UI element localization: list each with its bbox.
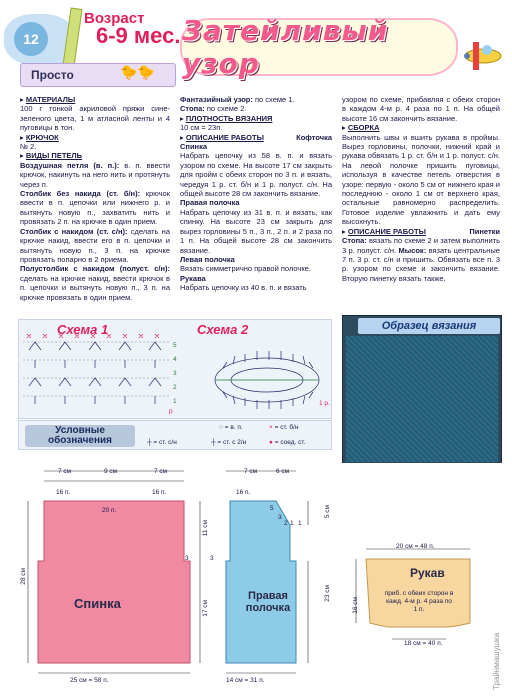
back-heading: Спинка xyxy=(180,142,208,152)
sleeve-label: Рукав xyxy=(410,566,445,580)
front-top-stitch: 16 п. xyxy=(236,489,251,496)
row-num-5: 5 xyxy=(173,342,177,349)
sleeve-note: приб. с обеих сторон в кажд. 4-м р. 4 раза по 1 п. xyxy=(384,590,454,613)
age-block xyxy=(84,10,181,48)
back-top-right: 7 см xyxy=(154,468,168,475)
airplane-icon xyxy=(458,30,508,74)
toe-term: Мысок: xyxy=(398,245,427,255)
age-value: 6-9 мес. xyxy=(96,23,181,48)
stopa-text: по схеме 2. xyxy=(206,104,247,114)
scheme2-row-label: 1 р. xyxy=(319,400,330,407)
toe-text: вязать центральные 7 п. 3 р. ст. с/н и пришить. Обвязать все п. 3 р. узором по схеме и закончить вязание. Вторую пинетку вязать также. xyxy=(342,245,500,283)
front-neck-2: 2 xyxy=(284,520,288,527)
assembly-text: Выполнить швы и вшить рукава в проймы. Вырез горловины, полочки, нижний край и рукава обвязать 1 р. ст. б/н и 1 р. полуст. с/н. На левой полочке пришить пуговицы, используя в качестве петель отверстия в узоре: первую - около 5 см от нижнего края и последнюю - около 1 см от верхнего края, остальные равномерно распределить. Готовое изделие увлажнить и дать ему высохнуть. xyxy=(342,132,500,227)
side-watermark: Трайнмашушка xyxy=(492,632,501,690)
sleeve-bottom: 18 см = 40 п. xyxy=(404,640,443,647)
chain-stitch-icon: ○ xyxy=(219,424,225,431)
back-body: 17 см xyxy=(202,600,209,617)
sleeves-text: Набрать цепочку из 40 в. п. и вязать xyxy=(180,283,307,293)
page-title: Затейливый узор xyxy=(182,14,389,80)
left-front-heading: Левая полочка xyxy=(180,254,235,264)
legend xyxy=(18,420,332,450)
column-assembly: узором по схеме, прибавляя с обеих сторон в каждом 4-м р. 4 раза по 1 п. На общей высоте 16 см закончить вязание. ▸ СБОРКА Выполнить швы и вшить рукава в проймы. Вырез горловины, полочки, нижний край и рукава обвязать 1 р. ст. б/н и 1 р. полуст. с/н. На левой полочке пришить пуговицы, используя в качестве петель отверстия в узоре: первую - около 5 см от нижнего края и последнюю - около 1 см от верхнего края, остальные равномерно распределить. Готовое изделие увлажнить и дать ему высохнуть. ▸ ОПИСАНИЕ РАБОТЫ Пинетки Стопа: вязать по схеме 2 и затем выполнить 3 р. полуст. с/н. Мысок: вязать центральные 7 п. 3 р. ст. с/н и пришить. Обвязать все п. 3 р. узором по схеме и закончить вязание. Вторую пинетку вязать также. xyxy=(342,95,501,283)
front-top-left: 7 см xyxy=(244,468,258,475)
sleeves-text-cont: узором по схеме, прибавляя с обеих сторон в каждом 4-м р. 4 раза по 1 п. На общей высоте 16 см закончить вязание. xyxy=(342,95,500,123)
ducks-icon: 🐤🐤 xyxy=(120,64,155,80)
row-num-2: 2 xyxy=(173,384,177,391)
crochet-schemes xyxy=(18,319,332,419)
back-top-left: 7 см xyxy=(58,468,72,475)
sn-text: сделать на крючке накид, ввести его в п. цепочки и вытянуть новую п., 3 п. на крючке провязать попарно в 2 приема. xyxy=(20,226,170,264)
back-bottom: 25 см = 58 п. xyxy=(70,677,109,684)
hook-text: № 2. xyxy=(20,142,37,152)
sleeves-heading: Рукава xyxy=(180,273,206,283)
legend-title: Условные обозначения xyxy=(25,425,135,447)
front-height: 23 см xyxy=(324,585,331,602)
psn-term: Полустолбик с накидом (полуст. с/н): xyxy=(20,264,170,274)
vp-text: в. п. ввести крючок, накинуть на него нить и протянуть через п. xyxy=(20,160,170,189)
single-crochet-icon: × xyxy=(269,424,275,431)
back-height: 28 см xyxy=(20,568,27,585)
front-neck-5: 5 xyxy=(270,505,274,512)
back-stitch-left: 16 п. xyxy=(56,489,71,496)
foot-text: вязать по схеме 2 и затем выполнить 3 р. полуст. с/н. xyxy=(342,236,501,255)
materials-text: 100 г тонкой акриловой пряжи сине-зеленого цвета, 1 м атласной ленты и 4 пуговицы в тон. xyxy=(20,104,170,133)
sleeve-top: 20 см = 48 п. xyxy=(396,543,435,550)
back-shoulder: 11 см xyxy=(202,520,209,537)
work-item-name: Кофточка xyxy=(296,132,332,142)
legend-vp: ○ = в. п. xyxy=(219,424,243,431)
pattern-diagram xyxy=(14,463,502,697)
left-front-text: Вязать симметрично правой полочке. xyxy=(180,264,311,274)
psn-text: сделать на крючке накид, ввести крючок в п. цепочки и вытянуть новую п., 3 п. на крючке провязать в один прием. xyxy=(20,273,170,302)
work-heading: ОПИСАНИЕ РАБОТЫ xyxy=(185,132,264,142)
scheme1-stitches xyxy=(23,342,169,404)
right-front-text: Набрать цепочку из 31 в. п. и вязать, как спинку. На высоте 23 см закрыть для вырез горловины 5 п., 3 п., 2 п. и 2 раза по 1 п. На общей высоте 28 см закончить вязание. xyxy=(180,207,332,255)
front-side: 5 см xyxy=(324,505,331,519)
loops-heading: ВИДЫ ПЕТЕЛЬ xyxy=(25,151,83,161)
legend-sbn: × = ст. б/н xyxy=(269,424,299,431)
treble-crochet-icon: ┼ xyxy=(211,439,218,446)
front-top-right: 6 см xyxy=(276,468,290,475)
back-label: Спинка xyxy=(74,596,121,611)
back-top-mid: 9 см xyxy=(104,468,118,475)
sbn-term: Столбик без накида (ст. б/н): xyxy=(20,189,141,199)
materials-heading: МАТЕРИАЛЫ xyxy=(25,95,76,104)
column-materials: ▸ МАТЕРИАЛЫ 100 г тонкой акриловой пряжи сине-зеленого цвета, 1 м атласной ленты и 4 пуговицы в тон. ▸ КРЮЧОК № 2. ▸ ВИДЫ ПЕТЕЛЬ Воздушная петля (в. п.): в. п. ввести крючок, накинуть на него нить и протянуть через п. Столбик без накида (ст. б/н): крючок ввести в п. цепочки или нижнего р. и вытянуть новую п., захватить нить и провязать 2 п. на крючке в один прием. Столбик с накидом (ст. с/н): сделать на крючке накид, ввести его в п. цепочки и вытянуть новую п., 3 п. на крючке провязать попарно в 2 приема. Полустолбик с накидом (полуст. с/н): сделать на крючке накид, ввести крючок в п. цепочки и вытянуть новую п., 3 п. на крючке провязать в один прием. xyxy=(20,95,170,302)
scheme1-title: Схема 1 xyxy=(57,322,109,337)
back-stitch-right: 16 п. xyxy=(152,489,167,496)
sbn-text: крючок ввести в п. цепочки или нижнего р. и вытянуть новую п., захватить нить и провязать 2 п. на крючке в один прием. xyxy=(20,189,170,227)
row-num-4: 4 xyxy=(173,356,177,363)
row-num-1: 1 xyxy=(173,398,177,405)
sleeve-height: 16 см xyxy=(352,597,359,614)
back-text: Набрать цепочку из 58 в. п. и вязать узором по схеме. На высоте 17 см закрыть для пройм с обеих сторон по 3 п. и вязать, чередуя 1 р. ст. б/н и 1 р. полуст. с/н. На общей высоте 28 см закончить вязание. xyxy=(180,151,332,199)
back-armhole: 3 xyxy=(185,555,189,562)
front-neck-3: 3 xyxy=(278,514,282,521)
legend-sn: ┼ = ст. с/н xyxy=(147,439,177,446)
scheme2-title: Схема 2 xyxy=(197,322,249,337)
column-instructions: Фантазийный узор: по схеме 1. Стопа: по схеме 2. ▸ ПЛОТНОСТЬ ВЯЗАНИЯ 10 см = 23п. ▸ ОПИСАНИЕ РАБОТЫ Кофточка Спинка Набрать цепочку из 58 в. п. и вязать узором по схеме. На высоте 17 см закрыть для пройм с обеих сторон по 3 п. и вязать, чередуя 1 р. ст. б/н и 1 р. полуст. с/н. На общей высоте 28 см закончить вязание. Правая полочка Набрать цепочку из 31 в. п. и вязать, как спинку. На высоте 23 см закрыть для вырез горловины 5 п., 3 п., 2 п. и 2 раза по 1 п. На общей высоте 28 см закончить вязание. Левая полочка Вязать симметрично правой полочке. Рукава Набрать цепочку из 40 в. п. и вязать xyxy=(180,95,332,293)
sn-term: Столбик с накидом (ст. с/н): xyxy=(20,226,128,236)
assembly-heading: СБОРКА xyxy=(347,123,380,133)
age-label: Возраст xyxy=(84,10,145,27)
hook-heading: КРЮЧОК xyxy=(25,132,59,142)
density-text: 10 см = 23п. xyxy=(180,123,223,133)
row-num-3: 3 xyxy=(173,370,177,377)
front-bottom: 14 см = 31 п. xyxy=(226,677,265,684)
legend-psn: ┼ = ст. с 2/н xyxy=(211,439,247,446)
work-item-name-2: Пинетки xyxy=(469,226,500,236)
knit-sample-photo xyxy=(346,336,498,462)
density-heading: ПЛОТНОСТЬ ВЯЗАНИЯ xyxy=(185,113,273,123)
double-crochet-icon: ┼ xyxy=(147,439,154,446)
front-neck-1a: 1 xyxy=(290,520,294,527)
work-heading-2: ОПИСАНИЕ РАБОТЫ xyxy=(347,226,426,236)
knit-sample-title: Образец вязания xyxy=(358,318,500,334)
difficulty-badge: Просто xyxy=(20,63,176,87)
front-armhole: 3 xyxy=(210,555,214,562)
page-number: 12 xyxy=(14,22,48,56)
slip-stitch-icon: ● xyxy=(269,439,275,446)
repeat-label: р xyxy=(169,408,173,415)
fancy-text: по схеме 1. xyxy=(254,95,295,104)
front-neck-1b: 1 xyxy=(298,520,302,527)
foot-term: Стопа: xyxy=(342,236,367,246)
stopa-term: Стопа: xyxy=(180,104,205,114)
back-top-stitch: 20 п. xyxy=(102,507,117,514)
legend-sc: ● = соед. ст. xyxy=(269,439,306,446)
header xyxy=(0,0,512,92)
fancy-term: Фантазийный узор: xyxy=(180,95,253,104)
title-banner xyxy=(180,14,458,80)
vp-term: Воздушная петля (в. п.): xyxy=(20,160,120,170)
right-front-heading: Правая полочка xyxy=(180,198,240,208)
front-label: Правая полочка xyxy=(245,590,291,614)
scheme2-stitches xyxy=(215,351,319,409)
